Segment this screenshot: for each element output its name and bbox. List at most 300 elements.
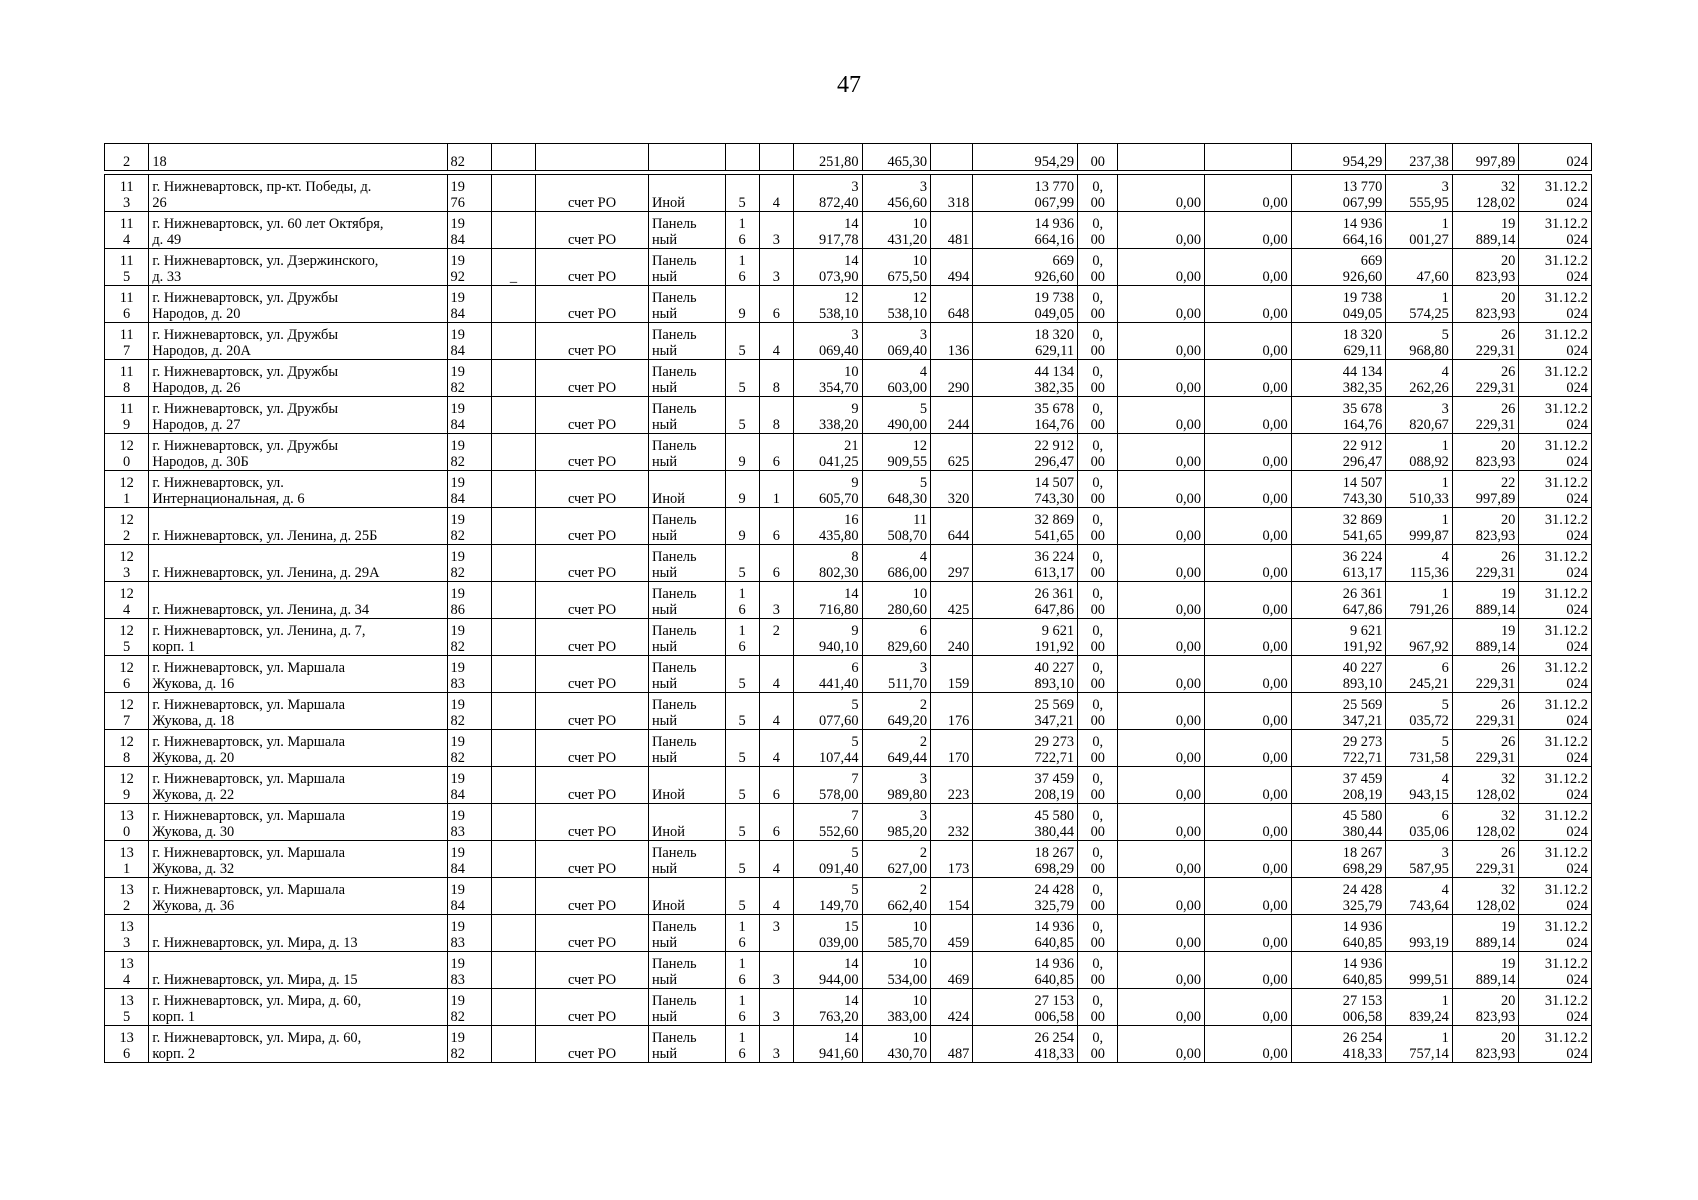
cell-addr: г. Нижневартовск, ул. Ленина, д. 29А [149,545,447,582]
cell-people: 644 [931,508,973,545]
table-row [105,175,1592,212]
cell-area2: 2 627,00 [862,841,931,878]
cell-addr: г. Нижневартовск, ул. 60 лет Октября, д. 49 [149,212,447,249]
cell-area2: 10 280,60 [862,582,931,619]
cell-c13: 0, 00 [1078,286,1118,323]
cell-per_m: 993,19 [1386,915,1452,952]
cell-fl: 5 [725,545,759,582]
cell-c14: 0,00 [1118,804,1205,841]
cell-cost: 14 936 640,85 [973,915,1078,952]
cell-year: 19 83 [447,952,491,989]
cell-cost: 18 267 698,29 [973,841,1078,878]
cell-people: 318 [931,175,973,212]
cell-c13: 0, 00 [1078,767,1118,804]
cell-people: 170 [931,730,973,767]
cell-cost: 19 738 049,05 [973,286,1078,323]
cell-c13: 0, 00 [1078,508,1118,545]
table-cell: 465,30 [862,144,931,171]
cell-per_m: 1 510,33 [1386,471,1452,508]
cell-c14: 0,00 [1118,693,1205,730]
cell-date: 31.12.2 024 [1519,471,1592,508]
cell-per_m: 1 001,27 [1386,212,1452,249]
cell-c4 [491,434,535,471]
cell-year: 19 84 [447,286,491,323]
cell-addr: г. Нижневартовск, ул. Маршала Жукова, д. 30 [149,804,447,841]
cell-people: 240 [931,619,973,656]
table-row [105,508,1592,545]
cell-n: 13 6 [105,1026,149,1063]
cell-acct: счет РО [536,360,649,397]
cell-date: 31.12.2 024 [1519,841,1592,878]
cell-en: 6 [759,434,793,471]
cell-date: 31.12.2 024 [1519,286,1592,323]
cell-year: 19 76 [447,175,491,212]
cell-c13: 0, 00 [1078,323,1118,360]
cell-n: 11 7 [105,323,149,360]
cell-addr: г. Нижневартовск, ул. Дружбы Народов, д. 20А [149,323,447,360]
cell-c13: 0, 00 [1078,212,1118,249]
cell-people: 469 [931,952,973,989]
cell-area2: 12 538,10 [862,286,931,323]
cell-limit: 20 823,93 [1452,249,1518,286]
cell-fl: 5 [725,767,759,804]
table-cell [725,144,759,171]
cell-area2: 10 383,00 [862,989,931,1026]
cell-cost: 14 936 664,16 [973,212,1078,249]
cell-mat: Панель ный [648,952,725,989]
cell-fl: 9 [725,286,759,323]
cell-area1: 14 763,20 [794,989,863,1026]
table-cell: 954,29 [973,144,1078,171]
cell-fl: 1 6 [725,952,759,989]
cell-people: 297 [931,545,973,582]
table-row [105,545,1592,582]
cell-n: 12 4 [105,582,149,619]
cell-mat: Панель ный [648,582,725,619]
cell-en: 3 [759,952,793,989]
cell-fl: 1 6 [725,1026,759,1063]
cell-cost: 45 580 380,44 [973,804,1078,841]
cell-per_m: 6 245,21 [1386,656,1452,693]
table-row [105,212,1592,249]
cell-limit: 26 229,31 [1452,841,1518,878]
cell-c15: 0,00 [1205,952,1292,989]
table-row [105,397,1592,434]
cell-c4 [491,730,535,767]
cell-mat: Панель ный [648,286,725,323]
cell-acct: счет РО [536,656,649,693]
cell-area2: 6 829,60 [862,619,931,656]
cell-cost: 40 227 893,10 [973,656,1078,693]
cell-c4 [491,693,535,730]
cell-n: 12 1 [105,471,149,508]
cell-addr: г. Нижневартовск, ул. Дружбы Народов, д. 26 [149,360,447,397]
cell-c14: 0,00 [1118,582,1205,619]
cell-people: 136 [931,323,973,360]
cell-acct: счет РО [536,545,649,582]
cell-cost: 14 507 743,30 [973,471,1078,508]
cell-people: 320 [931,471,973,508]
cell-area2: 10 431,20 [862,212,931,249]
cell-per_m: 1 757,14 [1386,1026,1452,1063]
cell-area2: 10 585,70 [862,915,931,952]
cell-fl: 5 [725,323,759,360]
cell-c14: 0,00 [1118,249,1205,286]
cell-area2: 2 662,40 [862,878,931,915]
cell-c15: 0,00 [1205,545,1292,582]
cell-year: 19 92 [447,249,491,286]
cell-date: 31.12.2 024 [1519,508,1592,545]
cell-area1: 21 041,25 [794,434,863,471]
table-row [105,582,1592,619]
cell-area2: 5 490,00 [862,397,931,434]
cell-addr: г. Нижневартовск, ул. Ленина, д. 25Б [149,508,447,545]
cell-acct: счет РО [536,508,649,545]
cell-people: 494 [931,249,973,286]
cell-n: 13 4 [105,952,149,989]
cell-limit: 20 823,93 [1452,508,1518,545]
table-cell: 954,29 [1291,144,1386,171]
cell-total: 18 267 698,29 [1291,841,1386,878]
cell-people: 232 [931,804,973,841]
cell-per_m: 5 968,80 [1386,323,1452,360]
cell-en: 6 [759,545,793,582]
cell-c14: 0,00 [1118,286,1205,323]
table-cell: 18 [149,144,447,171]
cell-people: 425 [931,582,973,619]
cell-area1: 7 578,00 [794,767,863,804]
cell-addr: г. Нижневартовск, ул. Маршала Жукова, д. 18 [149,693,447,730]
cell-c15: 0,00 [1205,1026,1292,1063]
cell-en: 1 [759,471,793,508]
cell-c15: 0,00 [1205,471,1292,508]
cell-people: 173 [931,841,973,878]
cell-per_m: 3 587,95 [1386,841,1452,878]
table-row [105,989,1592,1026]
cell-per_m: 1 088,92 [1386,434,1452,471]
cell-people: 459 [931,915,973,952]
cell-en: 8 [759,397,793,434]
cell-mat: Панель ный [648,545,725,582]
cell-fl: 5 [725,804,759,841]
cell-area1: 14 073,90 [794,249,863,286]
cell-cost: 669 926,60 [973,249,1078,286]
cell-area1: 9 605,70 [794,471,863,508]
cell-year: 19 82 [447,989,491,1026]
cell-c15: 0,00 [1205,175,1292,212]
cell-total: 9 621 191,92 [1291,619,1386,656]
cell-addr: г. Нижневартовск, ул. Дружбы Народов, д. 20 [149,286,447,323]
cell-area1: 14 716,80 [794,582,863,619]
cell-c4 [491,175,535,212]
cell-area2: 4 686,00 [862,545,931,582]
cell-c13: 0, 00 [1078,619,1118,656]
cell-en: 4 [759,323,793,360]
cell-acct: счет РО [536,841,649,878]
cell-mat: Панель ный [648,249,725,286]
table-row [105,286,1592,323]
cell-total: 27 153 006,58 [1291,989,1386,1026]
cell-area2: 12 909,55 [862,434,931,471]
cell-area1: 5 149,70 [794,878,863,915]
cell-limit: 26 229,31 [1452,730,1518,767]
cell-area2: 10 430,70 [862,1026,931,1063]
cell-n: 13 1 [105,841,149,878]
cell-addr: г. Нижневартовск, пр-кт. Победы, д. 26 [149,175,447,212]
cell-c14: 0,00 [1118,508,1205,545]
cell-c15: 0,00 [1205,323,1292,360]
cell-total: 32 869 541,65 [1291,508,1386,545]
cell-c4 [491,1026,535,1063]
cell-c15: 0,00 [1205,915,1292,952]
cell-limit: 32 128,02 [1452,175,1518,212]
cell-c4 [491,989,535,1026]
table-row [105,915,1592,952]
cell-area1: 14 944,00 [794,952,863,989]
cell-en: 4 [759,175,793,212]
cell-c14: 0,00 [1118,952,1205,989]
cell-c4 [491,582,535,619]
cell-total: 26 361 647,86 [1291,582,1386,619]
table-row [105,323,1592,360]
cell-en: 3 [759,989,793,1026]
cell-year: 19 82 [447,693,491,730]
cell-acct: счет РО [536,471,649,508]
cell-date: 31.12.2 024 [1519,915,1592,952]
cell-mat: Панель ный [648,397,725,434]
cell-c14: 0,00 [1118,212,1205,249]
cell-limit: 32 128,02 [1452,804,1518,841]
cell-addr: г. Нижневартовск, ул. Маршала Жукова, д. 16 [149,656,447,693]
cell-c15: 0,00 [1205,656,1292,693]
cell-year: 19 82 [447,508,491,545]
cell-fl: 9 [725,471,759,508]
cell-en: 6 [759,508,793,545]
cell-c14: 0,00 [1118,656,1205,693]
cell-total: 19 738 049,05 [1291,286,1386,323]
cell-c13: 0, 00 [1078,952,1118,989]
table-row [105,841,1592,878]
cell-n: 12 8 [105,730,149,767]
cell-acct: счет РО [536,1026,649,1063]
cell-fl: 5 [725,841,759,878]
cell-limit: 19 889,14 [1452,619,1518,656]
cell-en: 4 [759,656,793,693]
cell-addr: г. Нижневартовск, ул. Дружбы Народов, д. 30Б [149,434,447,471]
cell-date: 31.12.2 024 [1519,767,1592,804]
cell-fl: 5 [725,878,759,915]
cell-people: 625 [931,434,973,471]
cell-total: 14 936 640,85 [1291,915,1386,952]
cell-c4 [491,804,535,841]
table-row [105,878,1592,915]
cell-total: 22 912 296,47 [1291,434,1386,471]
cell-area1: 15 039,00 [794,915,863,952]
cell-people: 244 [931,397,973,434]
cell-date: 31.12.2 024 [1519,397,1592,434]
cell-people: 176 [931,693,973,730]
cell-c13: 0, 00 [1078,582,1118,619]
cell-area2: 3 456,60 [862,175,931,212]
cell-date: 31.12.2 024 [1519,212,1592,249]
cell-people: 424 [931,989,973,1026]
cell-c13: 0, 00 [1078,989,1118,1026]
cell-c15: 0,00 [1205,804,1292,841]
cell-c15: 0,00 [1205,582,1292,619]
cell-c4 [491,841,535,878]
cell-area1: 3 069,40 [794,323,863,360]
cell-area2: 3 069,40 [862,323,931,360]
table-row [105,693,1592,730]
cell-fl: 5 [725,397,759,434]
cell-n: 13 2 [105,878,149,915]
cell-total: 669 926,60 [1291,249,1386,286]
cell-en: 6 [759,804,793,841]
cell-cost: 35 678 164,76 [973,397,1078,434]
cell-en: 3 [759,915,793,952]
cell-addr: г. Нижневартовск, ул. Маршала Жукова, д. 32 [149,841,447,878]
cell-en: 2 [759,619,793,656]
cell-mat: Панель ный [648,730,725,767]
cell-c4 [491,767,535,804]
cell-per_m: 4 943,15 [1386,767,1452,804]
cell-limit: 20 823,93 [1452,989,1518,1026]
cell-n: 12 0 [105,434,149,471]
cell-cost: 27 153 006,58 [973,989,1078,1026]
cell-date: 31.12.2 024 [1519,619,1592,656]
cell-addr: г. Нижневартовск, ул. Дзержинского, д. 33 [149,249,447,286]
cell-cost: 36 224 613,17 [973,545,1078,582]
table-row [105,1026,1592,1063]
cell-area1: 9 940,10 [794,619,863,656]
cell-people: 290 [931,360,973,397]
page-number: 47 [837,72,861,98]
cell-addr: г. Нижневартовск, ул. Ленина, д. 34 [149,582,447,619]
cell-per_m: 1 574,25 [1386,286,1452,323]
cell-c14: 0,00 [1118,175,1205,212]
cell-area2: 4 603,00 [862,360,931,397]
cell-c13: 0, 00 [1078,656,1118,693]
cell-c15: 0,00 [1205,249,1292,286]
table-row [105,360,1592,397]
cell-c15: 0,00 [1205,693,1292,730]
cell-year: 19 84 [447,397,491,434]
cell-mat: Панель ный [648,989,725,1026]
cell-n: 12 3 [105,545,149,582]
cell-addr: г. Нижневартовск, ул. Интернациональная, д. 6 [149,471,447,508]
cell-c13: 0, 00 [1078,1026,1118,1063]
cell-c13: 0, 00 [1078,397,1118,434]
cell-n: 11 8 [105,360,149,397]
cell-total: 29 273 722,71 [1291,730,1386,767]
cell-year: 19 82 [447,619,491,656]
table-row-continuation [105,144,1592,171]
cell-date: 31.12.2 024 [1519,878,1592,915]
cell-total: 44 134 382,35 [1291,360,1386,397]
cell-c14: 0,00 [1118,323,1205,360]
cell-c13: 0, 00 [1078,693,1118,730]
cell-acct: счет РО [536,434,649,471]
table-cell [648,144,725,171]
table-cell: 00 [1078,144,1118,171]
cell-n: 12 6 [105,656,149,693]
cell-cost: 18 320 629,11 [973,323,1078,360]
cell-area2: 3 985,20 [862,804,931,841]
cell-area1: 9 338,20 [794,397,863,434]
cell-c4: _ [491,249,535,286]
cell-c15: 0,00 [1205,434,1292,471]
cell-acct: счет РО [536,915,649,952]
cell-c14: 0,00 [1118,545,1205,582]
cell-c4 [491,286,535,323]
cell-mat: Панель ный [648,841,725,878]
cell-mat: Панель ный [648,656,725,693]
table-cell: 251,80 [794,144,863,171]
cell-c14: 0,00 [1118,619,1205,656]
cell-cost: 26 361 647,86 [973,582,1078,619]
cell-area2: 3 511,70 [862,656,931,693]
cell-area1: 5 091,40 [794,841,863,878]
table-row [105,434,1592,471]
cell-fl: 5 [725,175,759,212]
cell-total: 18 320 629,11 [1291,323,1386,360]
cell-total: 13 770 067,99 [1291,175,1386,212]
cell-c13: 0, 00 [1078,915,1118,952]
cell-date: 31.12.2 024 [1519,434,1592,471]
cell-c14: 0,00 [1118,1026,1205,1063]
cell-addr: г. Нижневартовск, ул. Мира, д. 60, корп. 1 [149,989,447,1026]
cell-acct: счет РО [536,212,649,249]
cell-c15: 0,00 [1205,730,1292,767]
cell-mat: Иной [648,878,725,915]
cell-area1: 14 941,60 [794,1026,863,1063]
cell-year: 19 83 [447,656,491,693]
cell-c14: 0,00 [1118,915,1205,952]
register-table [104,143,1592,1063]
cell-date: 31.12.2 024 [1519,1026,1592,1063]
cell-addr: г. Нижневартовск, ул. Мира, д. 13 [149,915,447,952]
cell-n: 11 5 [105,249,149,286]
cell-addr: г. Нижневартовск, ул. Маршала Жукова, д. 22 [149,767,447,804]
cell-c13: 0, 00 [1078,434,1118,471]
cell-limit: 19 889,14 [1452,915,1518,952]
table-cell [931,144,973,171]
cell-year: 19 82 [447,1026,491,1063]
cell-n: 12 9 [105,767,149,804]
cell-people: 648 [931,286,973,323]
cell-acct: счет РО [536,952,649,989]
cell-acct: счет РО [536,619,649,656]
cell-limit: 20 823,93 [1452,286,1518,323]
table-cell: 024 [1519,144,1592,171]
cell-area2: 2 649,44 [862,730,931,767]
table-cell: 997,89 [1452,144,1518,171]
cell-year: 19 84 [447,767,491,804]
cell-mat: Панель ный [648,693,725,730]
cell-date: 31.12.2 024 [1519,323,1592,360]
cell-c15: 0,00 [1205,397,1292,434]
cell-mat: Панель ный [648,323,725,360]
cell-c13: 0, 00 [1078,175,1118,212]
cell-total: 35 678 164,76 [1291,397,1386,434]
cell-c15: 0,00 [1205,878,1292,915]
cell-acct: счет РО [536,693,649,730]
cell-date: 31.12.2 024 [1519,804,1592,841]
cell-c14: 0,00 [1118,397,1205,434]
cell-mat: Панель ный [648,212,725,249]
cell-acct: счет РО [536,323,649,360]
cell-cost: 13 770 067,99 [973,175,1078,212]
